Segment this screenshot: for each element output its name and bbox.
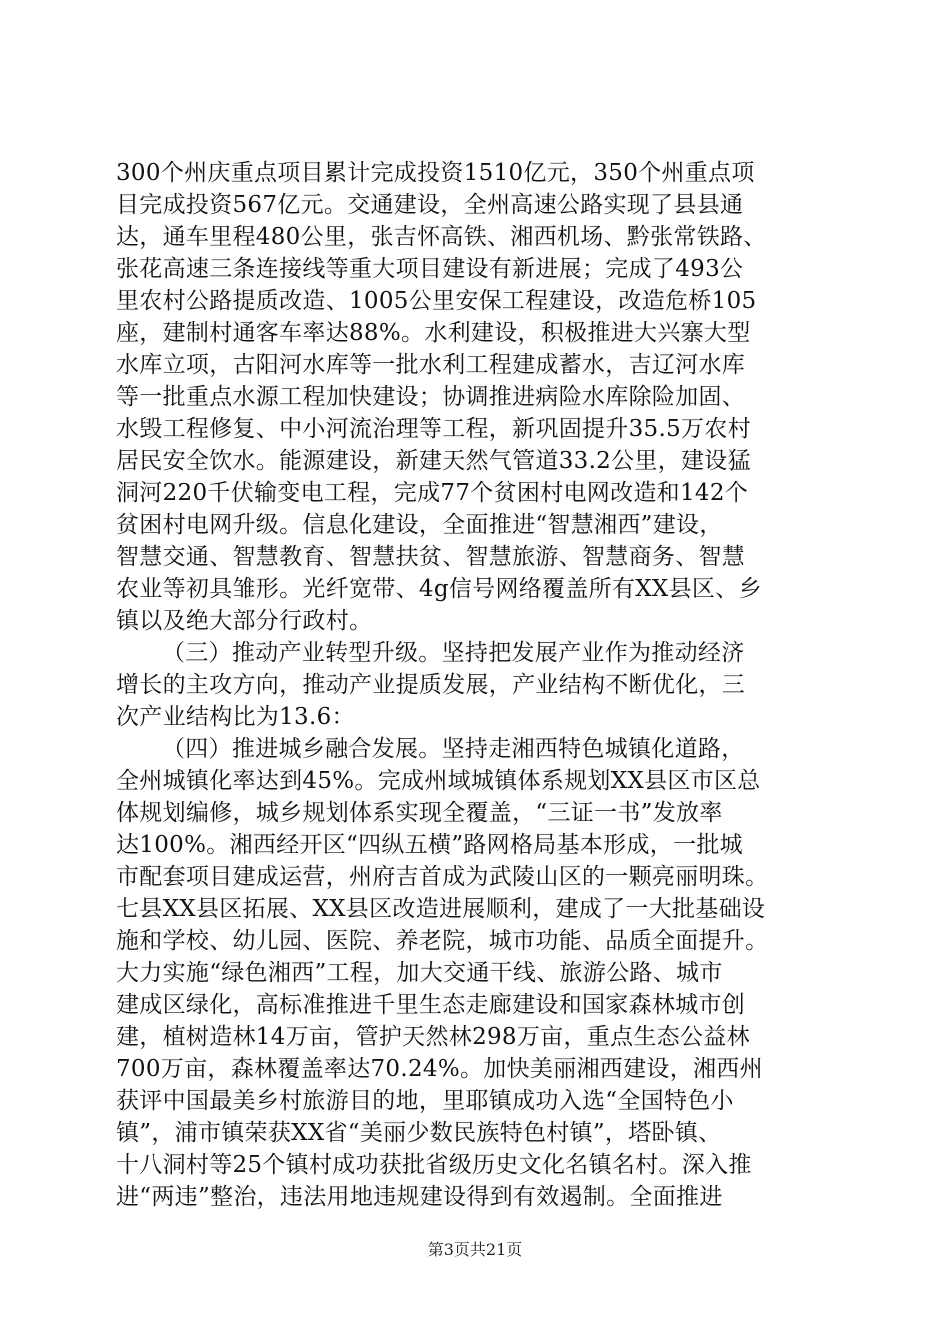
text-line: 等一批重点水源工程加快建设；协调推进病险水库除险加固、	[116, 384, 746, 410]
text-line: 智慧交通、智慧教育、智慧扶贫、智慧旅游、智慧商务、智慧	[116, 544, 746, 570]
text-line: 达100%。湘西经开区“四纵五横”路网格局基本形成，一批城	[116, 832, 743, 858]
text-line: 农业等初具雏形。光纤宽带、4g信号网络覆盖所有XX县区、乡	[116, 576, 762, 602]
text-line: 全州城镇化率达到45%。完成州域城镇体系规划XX县区市区总	[116, 768, 761, 794]
text-line: 七县XX县区拓展、XX县区改造进展顺利，建成了一大批基础设	[116, 896, 766, 922]
text-line: 建成区绿化，高标准推进千里生态走廊建设和国家森林城市创	[116, 992, 746, 1018]
page-number: 第3页	[427, 1240, 470, 1259]
text-line: 进“两违”整治，违法用地违规建设得到有效遏制。全面推进	[116, 1184, 723, 1210]
page-footer	[0, 1238, 950, 1262]
text-line: 300个州庆重点项目累计完成投资1510亿元，350个州重点项	[116, 160, 755, 186]
text-line: 水毁工程修复、中小河流治理等工程，新巩固提升35.5万农村	[116, 416, 751, 442]
text-line: 洞河220千伏输变电工程，完成77个贫困村电网改造和142个	[116, 480, 749, 506]
text-line: 十八洞村等25个镇村成功获批省级历史文化名镇名村。深入推	[116, 1152, 752, 1178]
text-line: 获评中国最美乡村旅游目的地，里耶镇成功入选“全国特色小	[116, 1088, 734, 1114]
text-line: 镇”，浦市镇荣获XX省“美丽少数民族特色村镇”，塔卧镇、	[116, 1120, 722, 1146]
page-total: 共21页	[469, 1240, 523, 1259]
text-line: 700万亩，森林覆盖率达70.24%。加快美丽湘西建设，湘西州	[116, 1056, 763, 1082]
text-line: 达，通车里程480公里，张吉怀高铁、湘西机场、黔张常铁路、	[116, 224, 767, 250]
text-line: 建，植树造林14万亩，管护天然林298万亩，重点生态公益林	[116, 1024, 750, 1050]
text-line: 座，建制村通客车率达88%。水利建设，积极推进大兴寨大型	[116, 320, 751, 346]
text-line: （三）推动产业转型升级。坚持把发展产业作为推动经济	[162, 640, 745, 666]
text-line: 目完成投资567亿元。交通建设，全州高速公路实现了县县通	[116, 192, 744, 218]
text-line: （四）推进城乡融合发展。坚持走湘西特色城镇化道路，	[162, 736, 745, 762]
text-line: 次产业结构比为13.6：	[116, 704, 355, 730]
text-line: 市配套项目建成运营，州府吉首成为武陵山区的一颗亮丽明珠。	[116, 864, 769, 890]
text-line: 水库立项，古阳河水库等一批水利工程建成蓄水，吉辽河水库	[116, 352, 746, 378]
text-line: 张花高速三条连接线等重大项目建设有新进展；完成了493公	[116, 256, 744, 282]
text-line: 贫困村电网升级。信息化建设，全面推进“智慧湘西”建设，	[116, 512, 723, 538]
text-line: 体规划编修，城乡规划体系实现全覆盖，“三证一书”发放率	[116, 800, 723, 826]
text-line: 居民安全饮水。能源建设，新建天然气管道33.2公里，建设猛	[116, 448, 751, 474]
text-line: 里农村公路提质改造、1005公里安保工程建设，改造危桥105	[116, 288, 757, 314]
text-line: 增长的主攻方向，推动产业提质发展，产业结构不断优化，三	[116, 672, 746, 698]
text-line: 镇以及绝大部分行政村。	[116, 608, 373, 634]
text-line: 大力实施“绿色湘西”工程，加大交通干线、旅游公路、城市	[116, 960, 723, 986]
body-text	[116, 157, 838, 1213]
text-line: 施和学校、幼儿园、医院、养老院，城市功能、品质全面提升。	[116, 928, 769, 954]
